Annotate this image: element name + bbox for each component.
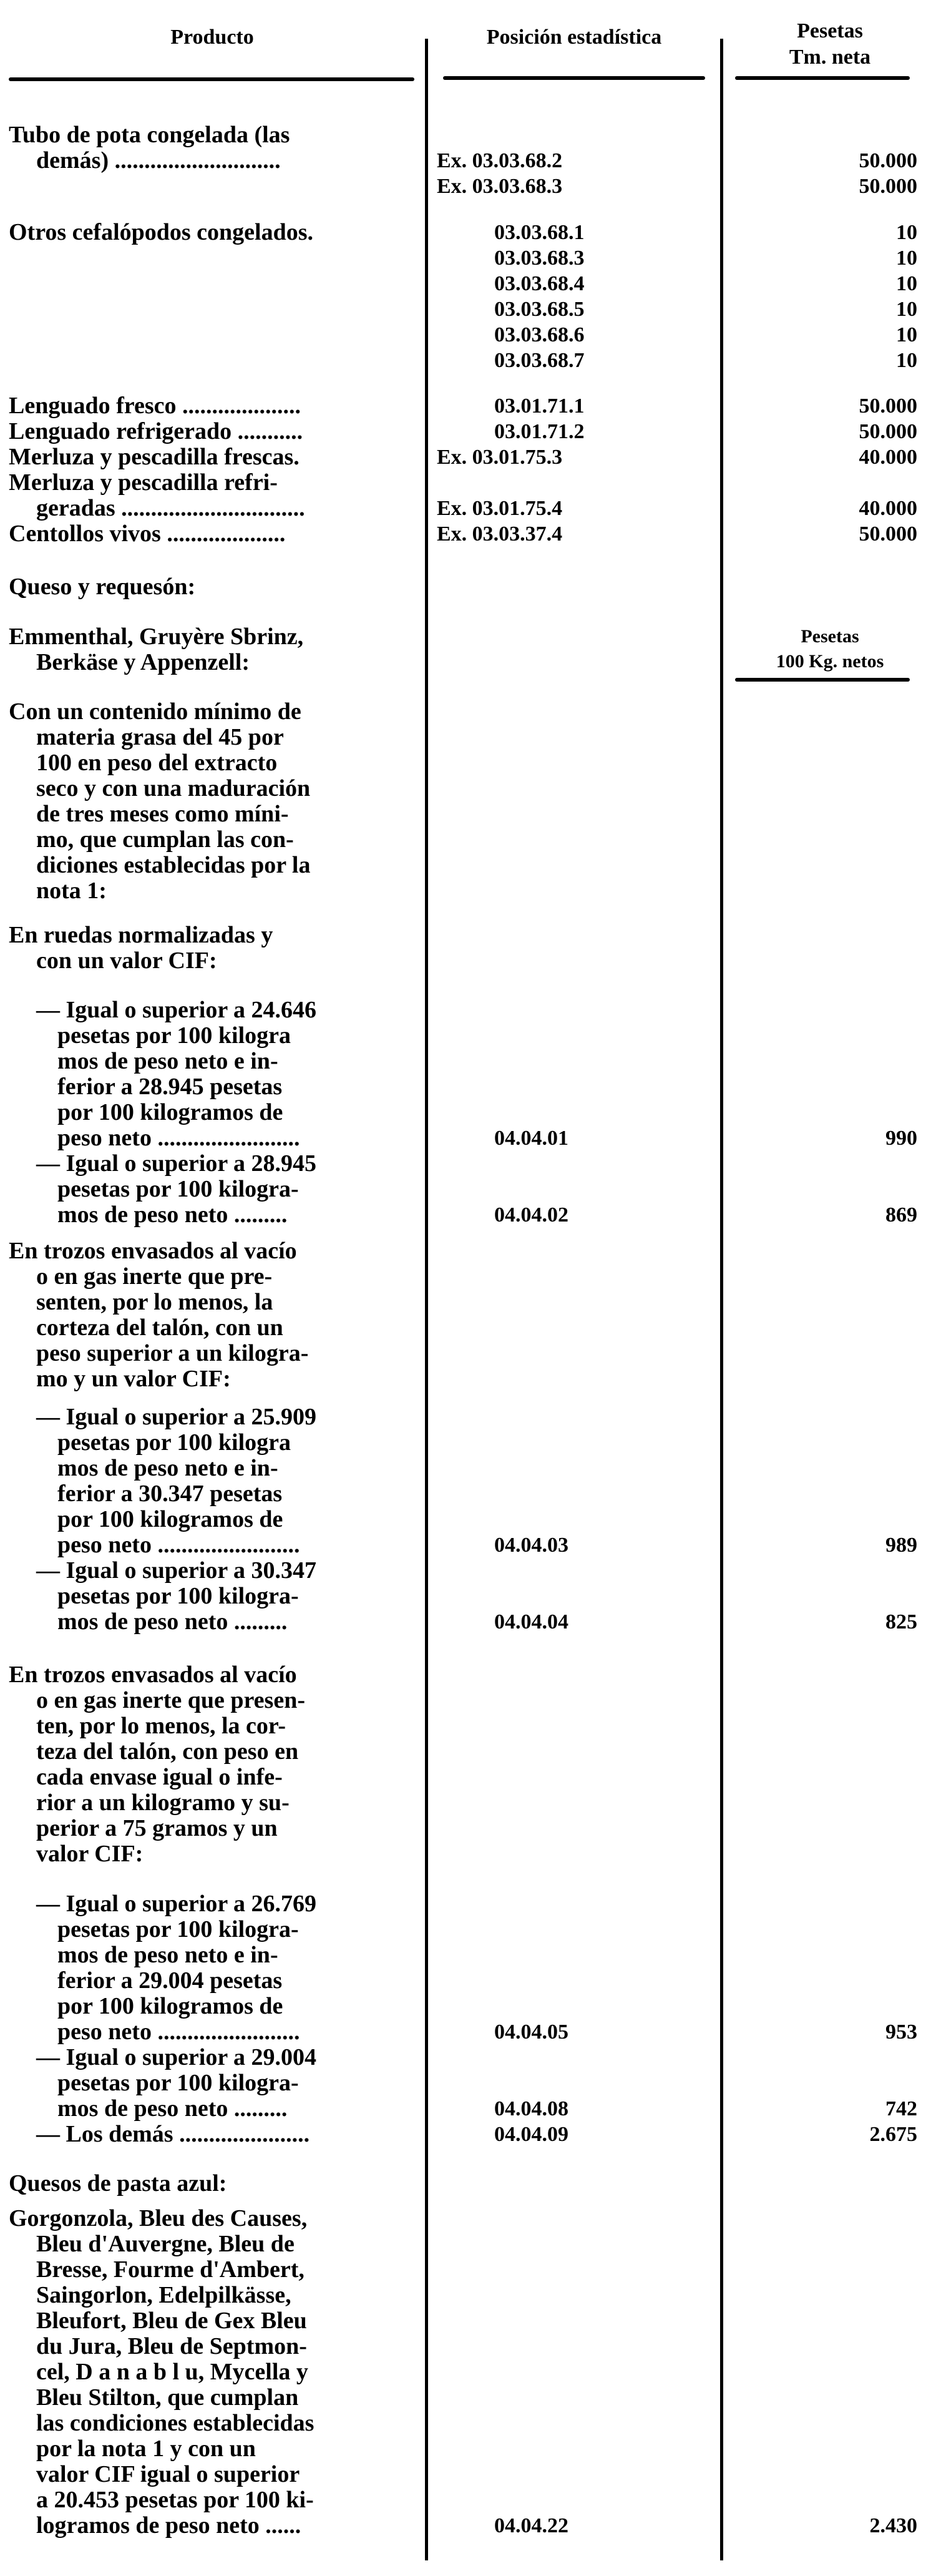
code-cell: 03.01.71.1 (494, 394, 585, 418)
code-cell: 04.04.02 (494, 1203, 568, 1227)
trozos2-item-3 (9, 2122, 424, 2147)
azul-line: Bleu d'Auvergne, Bleu de (36, 2231, 295, 2257)
code-cell: 04.04.03 (494, 1534, 568, 1557)
code-cell: Ex. 03.01.75.3 (437, 446, 563, 469)
azul-line: Saingorlon, Edelpilkässe, (36, 2283, 291, 2308)
item-line: mos de peso neto ......... (57, 1609, 288, 1635)
intro-line: con un valor CIF: (36, 948, 217, 974)
row-centollos-vivos (9, 521, 424, 547)
item-line: — Igual o superior a 30.347 (36, 1558, 317, 1584)
value-cell (730, 1609, 917, 1635)
intro-line: En trozos envasados al vacío (9, 1662, 297, 1688)
intro-line: perior a 75 gramos y un (36, 1816, 278, 1841)
value-text: 953 (885, 2020, 917, 2044)
section-title: Quesos de pasta azul: (9, 2171, 227, 2196)
code-cell: Ex. 03.03.37.4 (437, 522, 563, 546)
ruedas-item-1 (9, 997, 424, 1151)
value-cell (730, 322, 917, 348)
value-text: 50.000 (859, 175, 917, 198)
product-text: Merluza y pescadilla frescas. (9, 444, 300, 470)
item-line: — Igual o superior a 29.004 (36, 2045, 317, 2070)
intro-line: valor CIF: (36, 1841, 144, 1867)
header-rule-1 (9, 77, 414, 81)
condition-text (9, 699, 424, 904)
product-text: geradas ............................... (36, 496, 305, 521)
intro-line: rior a un kilogramo y su- (36, 1790, 290, 1816)
azul-line: Bresse, Fourme d'Ambert, (36, 2257, 305, 2283)
item-line: mos de peso neto ......... (57, 2096, 288, 2122)
header-rule-3 (735, 76, 910, 80)
intro-line: teza del talón, con peso en (36, 1739, 299, 1765)
code-cell: 03.03.68.7 (494, 349, 585, 372)
value-cell (730, 296, 917, 322)
row-lenguado-refrigerado (9, 419, 424, 444)
item-line: por 100 kilogramos de (57, 1994, 283, 2019)
value-cell (730, 521, 917, 547)
azul-line: logramos de peso neto ...... (36, 2513, 301, 2539)
value-cell (730, 245, 917, 271)
value-text: 50.000 (859, 149, 917, 172)
group-title: Berkäse y Appenzell: (36, 650, 250, 675)
code-cell: 04.04.04 (494, 1610, 568, 1633)
header-pesetas-line2: Tm. neta (789, 46, 871, 69)
code-cell: 03.01.71.2 (494, 420, 585, 443)
value-text: 10 (896, 323, 917, 346)
product-text: Lenguado fresco .................... (9, 393, 301, 419)
value-cell (730, 220, 917, 245)
azul-line: du Jura, Bleu de Septmon- (36, 2334, 307, 2359)
item-line: mos de peso neto e in- (57, 1049, 278, 1074)
item-line: pesetas por 100 kilogra (57, 1023, 291, 1049)
code-cell: 04.04.01 (494, 1127, 568, 1150)
azul-text (9, 2206, 424, 2539)
item-line: peso neto ........................ (57, 1532, 300, 1558)
value-cell (730, 419, 917, 444)
condition-line: materia grasa del 45 por (36, 725, 284, 750)
intro-line: En ruedas normalizadas y (9, 923, 273, 948)
code-cell: 04.04.22 (494, 2514, 568, 2537)
item-line: pesetas por 100 kilogra- (57, 2070, 299, 2096)
subheader-kg-netos: 100 Kg. netos (776, 651, 884, 672)
code-cell: Ex. 03.03.68.2 (437, 149, 563, 172)
section-title: Queso y requesón: (9, 574, 196, 600)
item-line: — Igual o superior a 24.646 (36, 997, 317, 1023)
trozos1-item-1 (9, 1404, 424, 1558)
condition-line: diciones establecidas por la (36, 853, 311, 878)
value-cell (730, 148, 917, 174)
condition-line: mo, que cumplan las con- (36, 827, 294, 853)
code-cell: 03.03.68.1 (494, 221, 585, 244)
intro-line: corteza del talón, con un (36, 1315, 283, 1341)
section-title-queso (9, 574, 424, 600)
value-text: 50.000 (859, 394, 917, 418)
value-cell (730, 1532, 917, 1558)
value-cell (730, 2019, 917, 2045)
value-cell (730, 2513, 917, 2539)
group-emmenthal (9, 624, 424, 675)
subheader-rule (735, 678, 910, 682)
product-text: Merluza y pescadilla refri- (9, 470, 278, 496)
value-cell (730, 174, 917, 199)
value-text: 2.675 (869, 2123, 917, 2146)
trozos2-item-1 (9, 1891, 424, 2045)
item-line: por 100 kilogramos de (57, 1100, 283, 1125)
code-cell: Ex. 03.01.75.4 (437, 497, 563, 520)
item-line: mos de peso neto e in- (57, 1942, 278, 1968)
intro-line: o en gas inerte que pre- (36, 1264, 273, 1290)
product-text: Lenguado refrigerado ........... (9, 419, 303, 444)
value-cell (730, 1202, 917, 1228)
item-line: — Igual o superior a 28.945 (36, 1151, 317, 1177)
subheader-pesetas: Pesetas (801, 626, 859, 647)
group-title: Emmenthal, Gruyère Sbrinz, (9, 624, 304, 650)
intro-line: En trozos envasados al vacío (9, 1238, 297, 1264)
code-cell: 03.03.68.4 (494, 272, 585, 295)
azul-line: Gorgonzola, Bleu des Causes, (9, 2206, 308, 2231)
condition-line: Con un contenido mínimo de (9, 699, 301, 725)
azul-line: las condiciones establecidas (36, 2411, 314, 2436)
value-cell (730, 1125, 917, 1151)
value-text: 989 (885, 1534, 917, 1557)
value-cell (730, 271, 917, 296)
item-line: pesetas por 100 kilogra- (57, 1917, 299, 1942)
value-cell (730, 2096, 917, 2122)
condition-line: nota 1: (36, 878, 107, 904)
item-line: mos de peso neto ......... (57, 1202, 288, 1228)
value-cell (730, 444, 917, 470)
code-cell: 03.03.68.6 (494, 323, 585, 346)
item-line: ferior a 28.945 pesetas (57, 1074, 283, 1100)
item-line: — Igual o superior a 26.769 (36, 1891, 317, 1917)
value-text: 40.000 (859, 446, 917, 469)
header-pesetas-line1: Pesetas (797, 19, 863, 42)
code-cell: 03.03.68.5 (494, 298, 585, 321)
trozos2-intro (9, 1662, 424, 1867)
item-line: ferior a 30.347 pesetas (57, 1481, 283, 1507)
code-cell: 04.04.05 (494, 2020, 568, 2044)
condition-line: 100 en peso del extracto (36, 750, 278, 776)
value-text: 10 (896, 221, 917, 244)
code-cell: 03.03.68.3 (494, 247, 585, 270)
value-cell (730, 348, 917, 373)
section-title-azul (9, 2171, 424, 2196)
azul-line: cel, D a n a b l u, Mycella y (36, 2359, 308, 2385)
azul-line: por la nota 1 y con un (36, 2436, 256, 2462)
item-line: — Los demás ...................... (36, 2122, 310, 2147)
header-rule-2 (443, 76, 705, 80)
value-text: 742 (885, 2097, 917, 2120)
intro-line: senten, por lo menos, la (36, 1290, 273, 1315)
azul-line: Bleufort, Bleu de Gex Bleu (36, 2308, 307, 2334)
ruedas-item-2 (9, 1151, 424, 1228)
azul-line: Bleu Stilton, que cumplan (36, 2385, 299, 2411)
condition-line: de tres meses como míni- (36, 801, 289, 827)
row-otros-cefalopodos (9, 220, 424, 245)
value-text: 10 (896, 272, 917, 295)
intro-line: ten, por lo menos, la cor- (36, 1713, 286, 1739)
ruedas-intro (9, 923, 424, 974)
row-merluza-frescas (9, 444, 424, 470)
value-text: 10 (896, 247, 917, 270)
code-cell: Ex. 03.03.68.3 (437, 175, 563, 198)
item-line: pesetas por 100 kilogra- (57, 1584, 299, 1609)
intro-line: mo y un valor CIF: (36, 1366, 231, 1392)
column-divider-1 (425, 39, 428, 2560)
item-line: mos de peso neto e in- (57, 1456, 278, 1481)
row-lenguado-fresco (9, 393, 424, 419)
value-cell (730, 2122, 917, 2147)
item-line: peso neto ........................ (57, 1125, 300, 1151)
azul-line: a 20.453 pesetas por 100 ki- (36, 2487, 314, 2513)
item-line: — Igual o superior a 25.909 (36, 1404, 317, 1430)
intro-line: cada envase igual o infe- (36, 1765, 283, 1790)
value-text: 2.430 (869, 2514, 917, 2537)
intro-line: peso superior a un kilogra- (36, 1341, 309, 1366)
row-merluza-refrigeradas (9, 470, 424, 521)
item-line: pesetas por 100 kilogra- (57, 1177, 299, 1202)
trozos1-item-2 (9, 1558, 424, 1635)
item-line: pesetas por 100 kilogra (57, 1430, 291, 1456)
product-text: Centollos vivos .................... (9, 521, 286, 547)
value-text: 40.000 (859, 497, 917, 520)
value-text: 990 (885, 1127, 917, 1150)
value-text: 10 (896, 349, 917, 372)
product-text: Otros cefalópodos congelados. (9, 220, 314, 245)
trozos1-intro (9, 1238, 424, 1392)
product-text: Tubo de pota congelada (las (9, 122, 290, 148)
item-line: peso neto ........................ (57, 2019, 300, 2045)
value-text: 825 (885, 1610, 917, 1633)
product-text: demás) ............................ (36, 148, 281, 174)
code-cell: 04.04.09 (494, 2123, 568, 2146)
item-line: por 100 kilogramos de (57, 1507, 283, 1532)
azul-line: valor CIF igual o superior (36, 2462, 300, 2487)
header-producto: Producto (170, 26, 254, 49)
value-cell (730, 393, 917, 419)
trozos2-item-2 (9, 2045, 424, 2122)
condition-line: seco y con una maduración (36, 776, 311, 801)
intro-line: o en gas inerte que presen- (36, 1688, 305, 1713)
value-cell (730, 496, 917, 521)
value-text: 50.000 (859, 420, 917, 443)
header-posicion: Posición estadística (486, 26, 662, 49)
value-text: 10 (896, 298, 917, 321)
value-text: 869 (885, 1203, 917, 1227)
row-tubo-pota (9, 122, 424, 174)
code-cell: 04.04.08 (494, 2097, 568, 2120)
value-text: 50.000 (859, 522, 917, 546)
item-line: ferior a 29.004 pesetas (57, 1968, 283, 1994)
